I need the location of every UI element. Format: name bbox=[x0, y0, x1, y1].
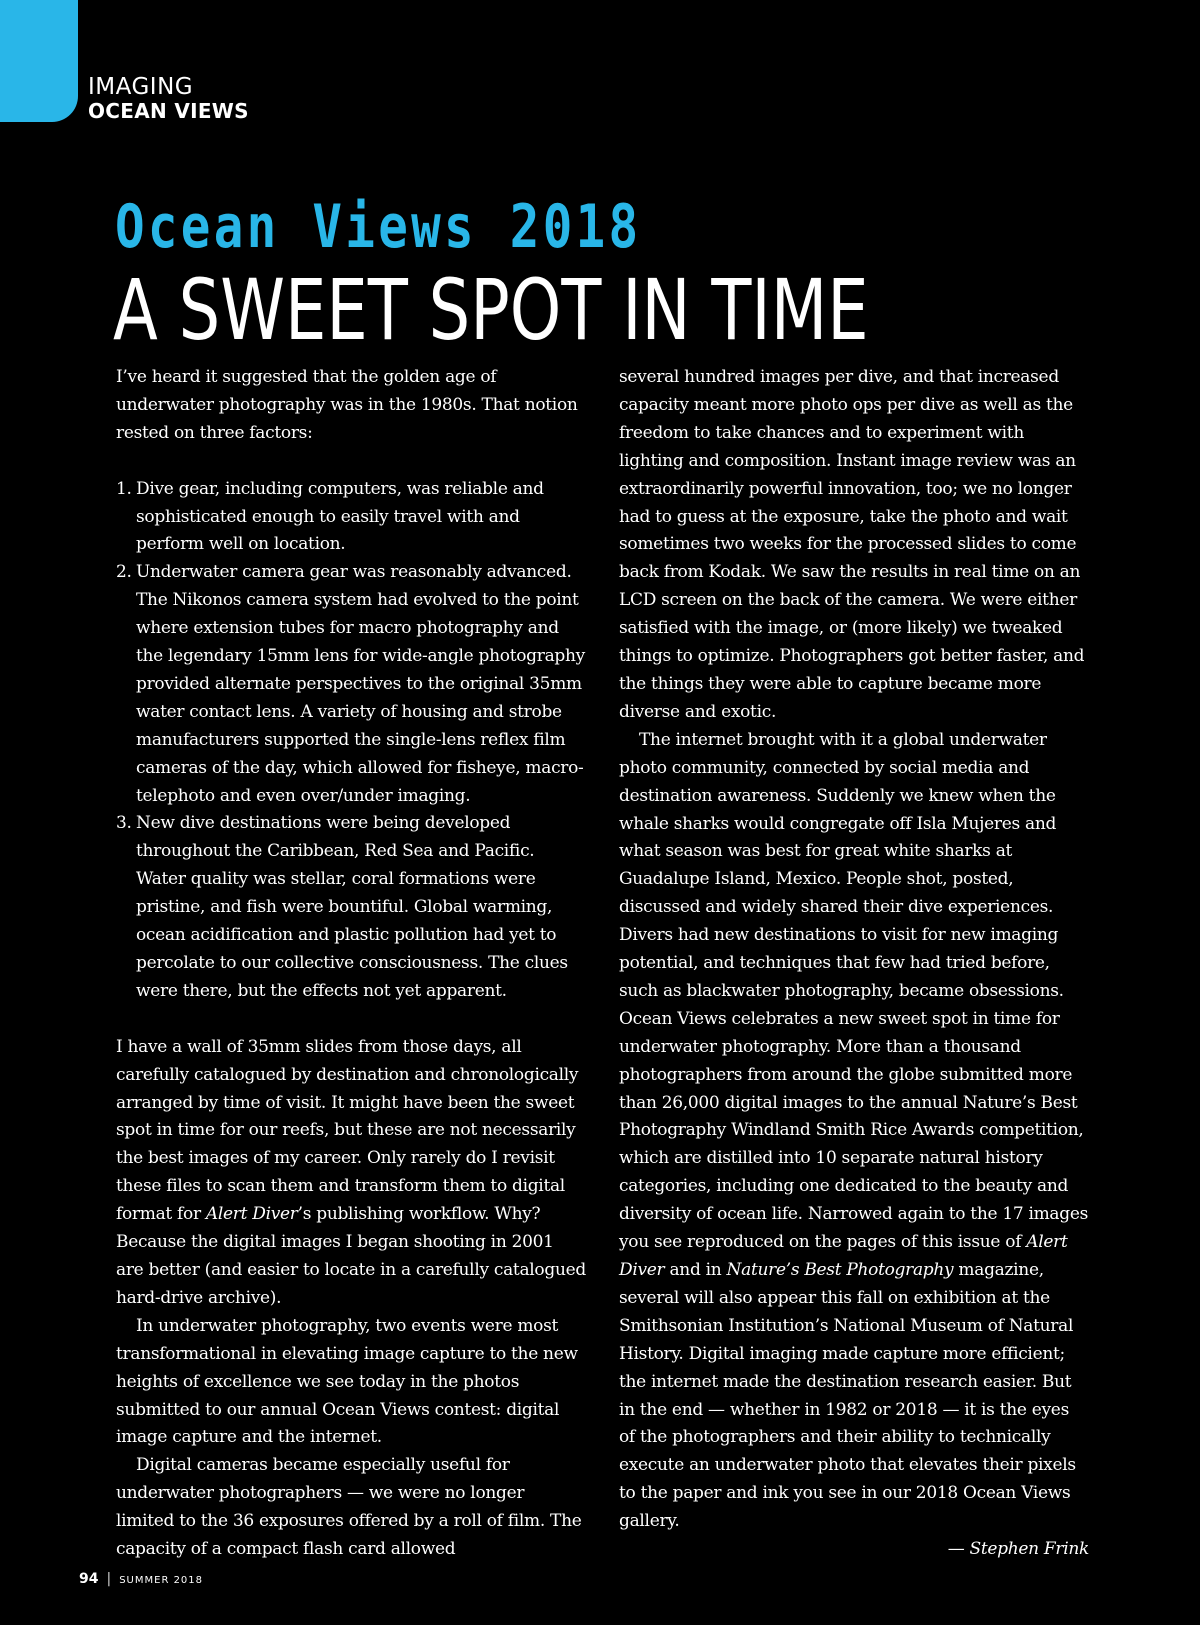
footer-separator: | bbox=[106, 1571, 112, 1587]
body-paragraph bbox=[116, 1034, 586, 1313]
issue-label: SUMMER 2018 bbox=[119, 1575, 204, 1586]
magazine-title: Alert Diver bbox=[619, 1232, 1068, 1280]
magazine-title: Alert Diver bbox=[205, 1204, 298, 1225]
article-column-right bbox=[619, 364, 1089, 1564]
body-paragraph bbox=[619, 727, 1089, 1536]
text-run: The internet brought with it a global underwater photo community, connected by social media and destination awareness. Suddenly we knew when the whale sharks would congregate off Isla Mujeres and what season was best for great white sharks at Guadalupe Island, Mexico. People shot, posted, discussed and widely shared their dive experiences. Divers had new destinations to visit for new imaging potential, and techniques that few had tried before, such as blackwater photography, became obsessions. Ocean Views celebrates a new sweet spot in time for underwater photography. More than a thousand photographers from around the globe submitted more than 26,000 digital images to the annual Nature’s Best Photography Windland Smith Rice Awards competition, which are distilled into 10 separate natural history categories, including one dedicated to the beauty and diversity of ocean life. Narrowed again to the 17 images you see reproduced on the pages of this issue of bbox=[619, 729, 1089, 1253]
body-paragraph: In underwater photography, two events were most transformational in elevating image capture to the new heights of excellence we see today in the photos submitted to our annual Ocean Views contest: digital image capture and the internet. bbox=[116, 1315, 578, 1448]
section-subcategory: OCEAN VIEWS bbox=[88, 99, 249, 124]
text-run: ’s publishing workflow. Why? Because the digital images I began shooting in 2001 are better (and easier to locate in a carefully catalogued hard-drive archive). bbox=[116, 1204, 586, 1308]
section-tab bbox=[0, 0, 78, 122]
list-text: New dive destinations were being developed throughout the Caribbean, Red Sea and Pacific. Water quality was stellar, coral formations were pristine, and fish were bountiful. Global warming, ocean acidification and plastic pollution had yet to percolate to our collective consciousness. The clues were there, but the effects not yet apparent. bbox=[136, 813, 568, 1001]
body-paragraph: several hundred images per dive, and that increased capacity meant more photo ops per dive as well as the freedom to take chances and to experiment with lighting and composition. Instant image review was an extraordinarily powerful innovation, too; we no longer had to guess at the exposure, take the photo and wait sometimes two weeks for the processed slides to come back from Kodak. We saw the results in real time on an LCD screen on the back of the camera. We were either satisfied with the image, or (more likely) we tweaked things to optimize. Photographers got better faster, and the things they were able to capture became more diverse and exotic. bbox=[619, 367, 1085, 722]
list-item bbox=[116, 810, 586, 1005]
magazine-title: Nature’s Best Photography bbox=[726, 1260, 954, 1280]
section-label bbox=[88, 74, 249, 123]
factors-list bbox=[116, 476, 586, 1006]
list-item bbox=[116, 559, 586, 810]
page-number: 94 bbox=[79, 1571, 99, 1587]
list-number: 3. bbox=[116, 813, 132, 834]
list-text: Dive gear, including computers, was reliable and sophisticated enough to easily travel with and perform well on location. bbox=[136, 478, 544, 555]
body-paragraph: Digital cameras became especially useful for underwater photographers — we were no longer limited to the 36 exposures offered by a roll of film. The capacity of a compact flash card allowed bbox=[116, 1455, 582, 1560]
article-kicker: Ocean Views 2018 bbox=[115, 192, 642, 262]
list-text: Underwater camera gear was reasonably advanced. The Nikonos camera system had evolved to the point where extension tubes for macro photography and the legendary 15mm lens for wide-angle photography provided alternate perspectives to the original 35mm water contact lens. A variety of housing and strobe manufacturers supported the single-lens reflex film cameras of the day, which allowed for fisheye, macro-telephoto and even over/under imaging. bbox=[136, 562, 585, 806]
section-category: IMAGING bbox=[88, 74, 194, 100]
list-item bbox=[116, 476, 586, 560]
article-column-left bbox=[116, 364, 586, 1564]
author-signature: — Stephen Frink bbox=[947, 1539, 1089, 1560]
text-run: I have a wall of 35mm slides from those days, all carefully catalogued by destination and chronologically arranged by time of visit. It might have been the sweet spot in time for our reefs, but these are not necessarily the best images of my career. Only rarely do I revisit these files to scan them and transform them to digital format for bbox=[116, 1036, 579, 1225]
page-footer bbox=[79, 1568, 203, 1587]
intro-paragraph: I’ve heard it suggested that the golden age of underwater photography was in the 1980s. That notion rested on three factors: bbox=[116, 367, 578, 443]
list-number: 2. bbox=[116, 562, 132, 583]
article-headline: A SWEET SPOT IN TIME bbox=[113, 261, 869, 359]
text-run: and in bbox=[664, 1260, 727, 1280]
list-number: 1. bbox=[116, 478, 132, 499]
text-run: magazine, several will also appear this fall on exhibition at the Smithsonian Institution’s National Museum of Natural History. Digital imaging made capture more efficient; the internet made the destination research easier. But in the end — whether in 1982 or 2018 — it is the eyes of the photographers and their ability to technically execute an underwater photo that elevates their pixels to the paper and ink you see in our 2018 Ocean Views gallery. bbox=[619, 1260, 1076, 1532]
